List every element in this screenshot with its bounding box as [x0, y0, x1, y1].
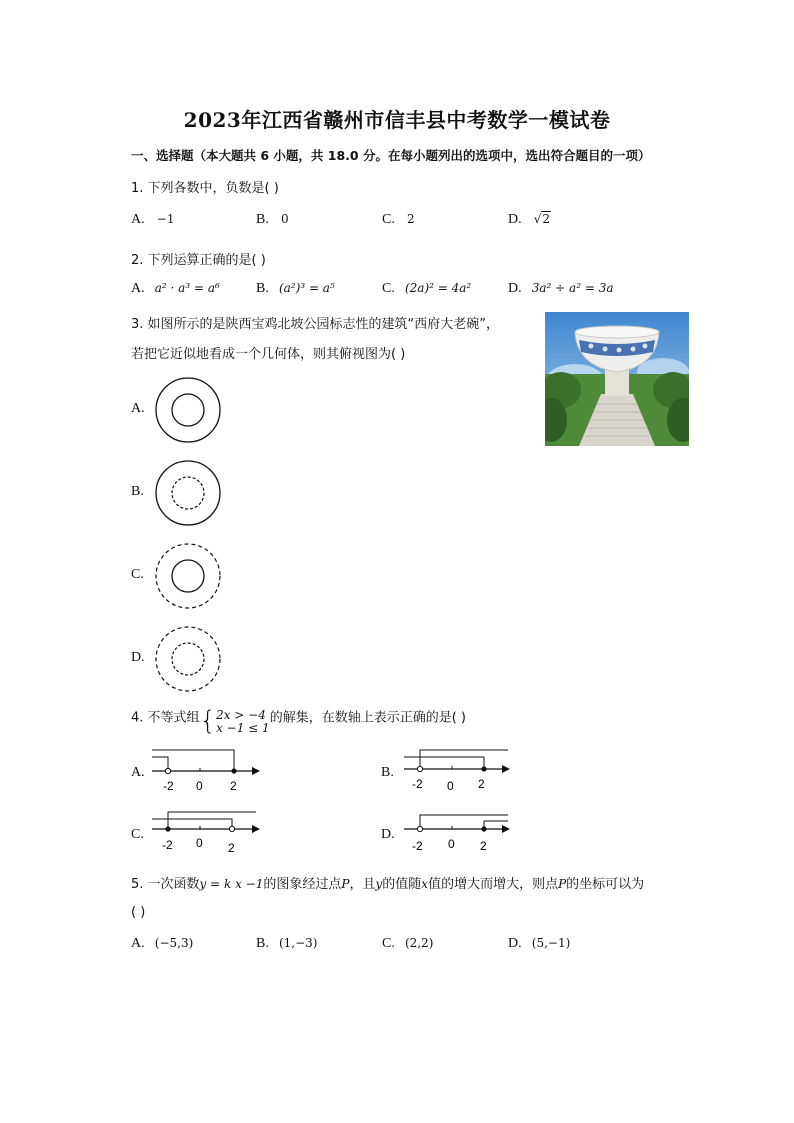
option-letter: C. [382, 281, 395, 296]
option-value: (5,−1) [531, 936, 571, 950]
tick-label: 2 [228, 841, 235, 855]
tick-label: -2 [412, 839, 423, 853]
option-value: −1 [156, 212, 175, 226]
q4-option-a-number-line[interactable] [148, 745, 264, 795]
q4-option-b-number-line[interactable] [400, 745, 516, 795]
q3-option-d-letter[interactable]: D. [131, 650, 145, 665]
tick-label: 2 [480, 839, 487, 853]
tick-label: 0 [196, 779, 203, 793]
q5-text: 值的增大而增大，则点 [428, 877, 559, 892]
q3-stem-line1: 3. 如图所示的是陕西宝鸡北坡公园标志性的建筑“西府大老碗”， [131, 317, 500, 332]
q5-option-a[interactable] [131, 936, 193, 952]
q1-option-a[interactable] [131, 212, 174, 228]
tick-label: 2 [230, 779, 237, 793]
sqrt-icon: √ [533, 212, 542, 226]
q4-prefix: 4. 不等式组 [131, 710, 200, 726]
inequality-system [216, 709, 270, 735]
q5-text: 的图象经过点 [263, 877, 342, 892]
q4-suffix: 的解集，在数轴上表示正确的是( ) [269, 710, 466, 726]
q4-option-d-letter[interactable]: D. [381, 827, 395, 842]
option-value: 2 [406, 212, 415, 226]
q5-prefix: 5. 一次函数 [131, 877, 200, 892]
option-value: (1,−3) [278, 936, 318, 950]
q3-option-c-figure[interactable] [153, 541, 223, 611]
q2-stem: 2. 下列运算正确的是( ) [131, 253, 266, 268]
q5-point-p: P [341, 877, 350, 891]
q1-option-c[interactable] [382, 212, 415, 228]
page-title: 2023年江西省赣州市信丰县中考数学一模试卷 [183, 108, 611, 132]
radicand: 2 [542, 212, 551, 226]
option-letter: B. [256, 281, 269, 296]
q5-stem [131, 873, 644, 892]
option-value: 0 [280, 212, 289, 226]
q2-option-d[interactable] [508, 281, 614, 297]
tick-label: -2 [412, 777, 423, 791]
q3-option-a-letter[interactable]: A. [131, 401, 145, 416]
q2-option-a[interactable] [131, 281, 220, 297]
q3-option-b-letter[interactable]: B. [131, 484, 144, 499]
q3-option-b-figure[interactable] [153, 458, 223, 528]
inequality-1: 2x > −4 [216, 708, 266, 722]
q3-option-d-figure[interactable] [153, 624, 223, 694]
q1-option-d[interactable] [508, 212, 551, 228]
option-value: 3a² ÷ a² = 3a [531, 281, 614, 295]
option-letter: A. [131, 936, 145, 951]
option-letter: D. [508, 281, 522, 296]
option-value: (2a)² = 4a² [404, 281, 472, 295]
q1-option-b[interactable] [256, 212, 289, 228]
option-value: a² · a³ = a⁶ [154, 281, 220, 295]
option-letter: A. [131, 212, 145, 227]
q4-option-b-letter[interactable]: B. [381, 765, 394, 780]
tick-label: 0 [448, 837, 455, 851]
q4-stem [131, 703, 466, 736]
section-heading: 一、选择题（本大题共 6 小题，共 18.0 分。在每小题列出的选项中，选出符合题目的一项） [131, 148, 651, 163]
tick-label: -2 [162, 838, 173, 852]
tick-label: 2 [478, 777, 485, 791]
q5-var-y: y [375, 877, 383, 891]
q4-option-c-number-line[interactable] [148, 807, 264, 857]
q5-stem-line2: ( ) [131, 905, 146, 920]
q5-point-p: P [558, 877, 567, 891]
tick-label: 0 [196, 836, 203, 850]
sqrt-value [534, 212, 551, 226]
option-letter: C. [382, 212, 395, 227]
q4-option-d-number-line[interactable] [400, 807, 516, 857]
brace-icon: { [199, 706, 217, 736]
q3-option-c-letter[interactable]: C. [131, 567, 144, 582]
option-letter: B. [256, 212, 269, 227]
q1-stem: 1. 下列各数中，负数是( ) [131, 181, 279, 196]
q5-text: ，且 [349, 877, 376, 892]
q3-option-a-figure[interactable] [153, 375, 223, 445]
q2-option-b[interactable] [256, 281, 335, 297]
q4-option-c-letter[interactable]: C. [131, 827, 144, 842]
option-letter: C. [382, 936, 395, 951]
q2-option-c[interactable] [382, 281, 471, 297]
q5-var-x: x [421, 877, 429, 891]
inequality-2: x −1 ≤ 1 [216, 721, 270, 735]
option-value: (2,2) [404, 936, 434, 950]
q5-option-d[interactable] [508, 936, 570, 952]
q4-option-a-letter[interactable]: A. [131, 765, 145, 780]
q5-text: 的坐标可以为 [566, 877, 645, 892]
option-letter: A. [131, 281, 145, 296]
q3-stem-line2: 若把它近似地看成一个几何体，则其俯视图为( ) [131, 347, 406, 362]
tick-label: 0 [447, 779, 454, 793]
option-value: (a²)³ = a⁵ [278, 281, 335, 295]
q5-text: 的值随 [382, 877, 422, 892]
q5-option-c[interactable] [382, 936, 433, 952]
option-letter: D. [508, 212, 522, 227]
option-letter: D. [508, 936, 522, 951]
q5-function: y = k x −1 [199, 877, 264, 891]
tick-label: -2 [163, 779, 174, 793]
option-value: (−5,3) [154, 936, 194, 950]
q5-option-b[interactable] [256, 936, 318, 952]
option-letter: B. [256, 936, 269, 951]
bowl-landmark-photo [545, 312, 689, 446]
